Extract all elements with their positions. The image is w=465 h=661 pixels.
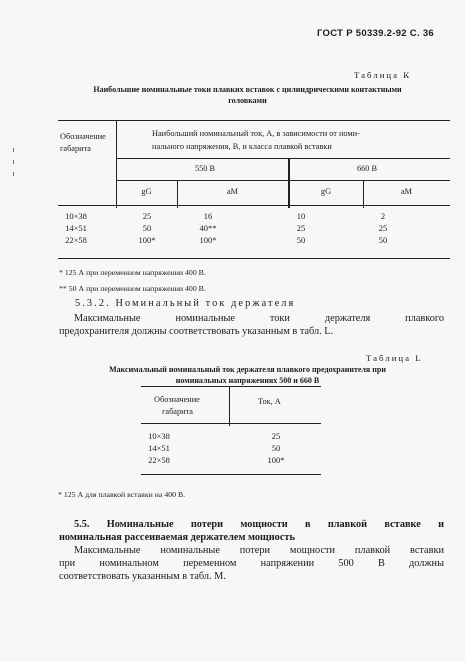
section-55-heading (59, 518, 444, 544)
table-k-title-line2: головками (228, 96, 267, 105)
table-l-header-rule (141, 423, 321, 424)
table-l-title (50, 364, 445, 386)
table-l-title-line2: номинальных напряжениях 500 и 660 В (175, 376, 320, 385)
table-cell: 50 (296, 235, 306, 245)
table-l-bottom-rule (141, 474, 321, 475)
section-532-para-line2: предохранителя должны соответствовать указанным в табл. L. (59, 326, 334, 337)
table-cell: 25 (378, 223, 388, 233)
table-l-caption: Таблица L (366, 353, 423, 363)
table-cell: 25 (271, 431, 281, 441)
table-k-class-am-660: aM (400, 187, 413, 196)
table-cell: 50 (378, 235, 388, 245)
table-cell: 25 (296, 223, 306, 233)
section-55-heading-line1: 5.5. Номинальные потери мощности в плавкой вставке и (74, 519, 444, 530)
table-l-title-line1: Максимальный номинальный ток держателя плавкого предохранителя при (109, 365, 386, 374)
margin-mark (13, 172, 14, 176)
table-k-voltage-550: 550 В (194, 164, 216, 173)
table-row-size: 14×51 (65, 223, 87, 233)
table-k-footnote-2: ** 50 А при переменном напряжении 400 В. (59, 284, 206, 293)
table-k-title (50, 84, 445, 106)
table-l-size-header-line2: габарита (162, 407, 193, 416)
table-k-main-header-line1: Наибольший номинальный ток, А, в зависимости от номи- (152, 129, 360, 138)
table-k-size-header-line1: Обозначение (60, 132, 106, 141)
margin-mark (13, 148, 14, 152)
table-k-caption: Таблица К (354, 70, 412, 80)
table-l-top-rule (141, 386, 321, 387)
table-k-title-line1: Наибольшие номинальные токи плавких вставок с цилиндрическими контактными (93, 85, 402, 94)
section-55-para-line1: Максимальные номинальные потери мощности плавкой вставки (74, 545, 444, 556)
table-k-class-gg-660: gG (320, 187, 332, 196)
table-k-voltage-divider (288, 158, 290, 208)
section-532-title: Номинальный ток держателя (115, 298, 296, 309)
section-532-number: 5.3.2. (75, 298, 111, 309)
table-k-class-gg-550: gG (141, 187, 152, 196)
table-cell: 10 (296, 211, 306, 221)
table-k-550-am-column (185, 210, 231, 246)
table-k-main-header-line2: нального напряжения, В, и класса плавкой вставки (152, 142, 332, 151)
table-k-class-am-550: aM (226, 187, 239, 196)
table-cell: 100* (199, 235, 217, 245)
table-k-class-rule (116, 180, 450, 181)
table-k-main-header (152, 127, 360, 153)
table-row-size: 22×58 (148, 455, 170, 465)
table-l-size-header (154, 394, 200, 418)
table-k-size-header-line2: габарита (60, 144, 91, 153)
table-k-550-gg-column (124, 210, 170, 246)
page-header: ГОСТ Р 50339.2-92 С. 36 (317, 28, 435, 39)
table-cell: 50 (142, 223, 152, 233)
table-l-current-column (253, 430, 299, 466)
table-row-size: 22×58 (65, 235, 87, 245)
table-cell: 25 (142, 211, 152, 221)
table-row-size: 14×51 (148, 443, 170, 453)
table-k-bottom-rule (58, 258, 450, 259)
section-532-paragraph (59, 312, 444, 338)
table-k-voltage-660: 660 В (356, 164, 378, 173)
table-row-size: 10×38 (65, 211, 87, 221)
table-k-voltage-rule (116, 158, 450, 159)
table-cell: 2 (380, 211, 386, 221)
table-k-size-column (56, 210, 96, 246)
margin-mark (13, 160, 14, 164)
table-k-660-am-column (360, 210, 406, 246)
section-55-heading-line2: номинальная рассеиваемая держателем мощность (59, 532, 295, 543)
section-55-para-line2: при номинальном переменном напряжении 500 В должны (59, 558, 444, 569)
table-k-660-gg-column (278, 210, 324, 246)
section-55-para-line3: соответствовать указанным в табл. М. (59, 571, 226, 582)
table-l-current-header: Ток, А (258, 397, 281, 406)
table-row-size: 10×38 (148, 431, 170, 441)
table-cell: 40** (199, 223, 217, 233)
table-cell: 16 (203, 211, 213, 221)
table-k-footnote-1: * 125 А при переменном напряжении 400 В. (59, 268, 206, 277)
table-l-size-column (138, 430, 180, 466)
table-cell: 50 (271, 443, 281, 453)
section-532-heading (75, 298, 295, 309)
table-l-footnote: * 125 А для плавкой вставки на 400 В. (58, 490, 186, 499)
table-l-col-divider (229, 386, 230, 426)
table-cell: 100* (138, 235, 156, 245)
section-532-para-line1: Максимальные номинальные токи держателя плавкого (74, 313, 444, 324)
section-55-paragraph (59, 544, 444, 583)
table-l-size-header-line1: Обозначение (154, 395, 200, 404)
table-k-size-header (60, 131, 106, 155)
table-cell: 100* (267, 455, 285, 465)
